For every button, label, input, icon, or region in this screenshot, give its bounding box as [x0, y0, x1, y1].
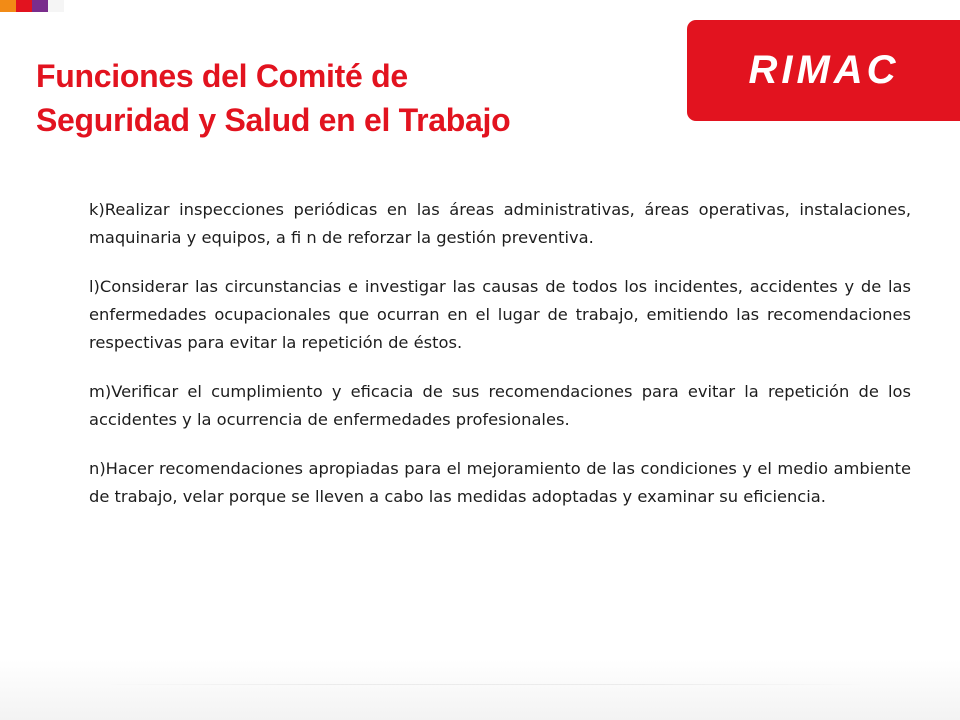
- slide-title-line-1: Funciones del Comité de: [36, 58, 408, 94]
- color-block-light: [48, 0, 64, 12]
- top-color-bar: [0, 0, 64, 12]
- color-block-red: [16, 0, 32, 12]
- function-item-m: m)Verificar el cumplimiento y eficacia de sus recomendaciones para evitar la repetición de los accidentes y la ocurrencia de enfermedades profesionales.: [89, 382, 911, 429]
- rimac-logo-text: RIMAC: [748, 48, 900, 92]
- slide-title-line-2: Seguridad y Salud en el Trabajo: [36, 102, 511, 138]
- bottom-shade: [0, 660, 960, 720]
- rimac-logo: [687, 20, 960, 121]
- function-item-n: n)Hacer recomendaciones apropiadas para el mejoramiento de las condiciones y el medio ambiente de trabajo, velar porque se lleven a cabo las medidas adoptadas y examinar su eficiencia.: [89, 459, 911, 506]
- slide-title: [36, 54, 510, 142]
- color-block-orange: [0, 0, 16, 12]
- function-item-l: l)Considerar las circunstancias e investigar las causas de todos los incidentes, accidentes y de las enfermedades ocupacionales que ocurran en el lugar de trabajo, emitiendo las recomendaciones respectivas para evitar la repetición de éstos.: [89, 277, 911, 352]
- color-block-purple: [32, 0, 48, 12]
- functions-list: [89, 196, 911, 532]
- function-item-k: k)Realizar inspecciones periódicas en las áreas administrativas, áreas operativas, instalaciones, maquinaria y equipos, a fi n de reforzar la gestión preventiva.: [89, 200, 911, 247]
